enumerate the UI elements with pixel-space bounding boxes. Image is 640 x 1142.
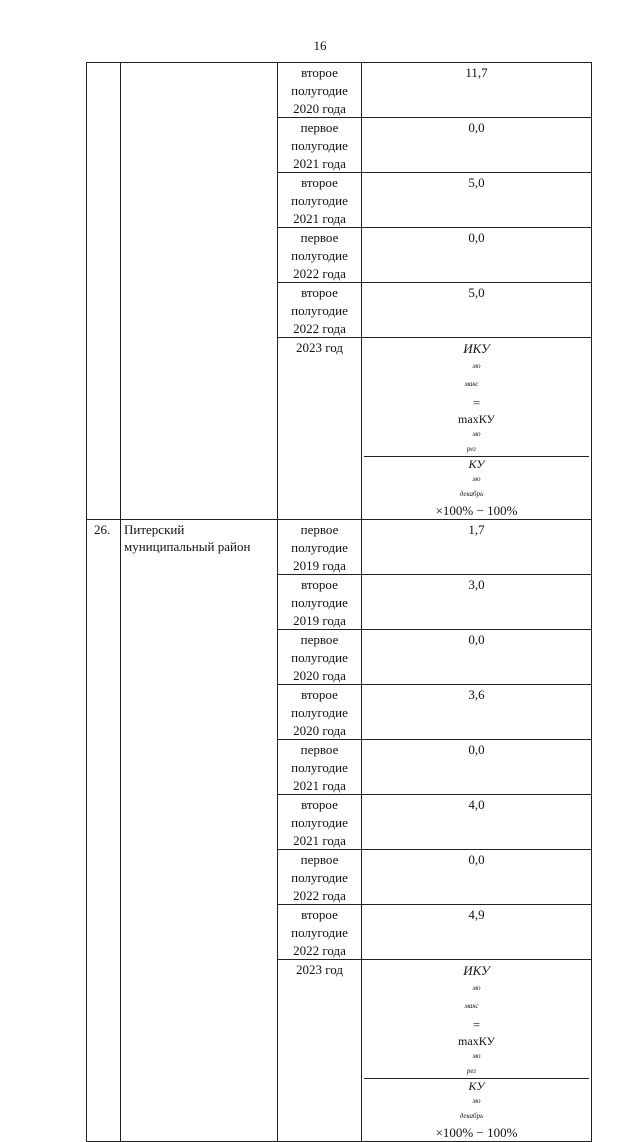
formula-denominator: КУ мо декабрь xyxy=(364,1079,589,1123)
item-number: 26. xyxy=(87,520,121,1142)
formula-fraction xyxy=(364,411,589,501)
value-cell xyxy=(362,850,592,905)
period-line: 2020 года xyxy=(293,668,346,683)
period-line: 2022 года xyxy=(293,266,346,281)
value-cell xyxy=(362,795,592,850)
formula-lhs: ИКУ xyxy=(463,341,490,356)
formula-tail: ×100% − 100% xyxy=(435,503,518,518)
formula-eq: = xyxy=(472,1017,481,1032)
formula-tail: ×100% − 100% xyxy=(435,1125,518,1140)
value-cell xyxy=(362,630,592,685)
period-line: полугодие xyxy=(291,595,348,610)
table-row xyxy=(87,520,592,575)
period-cell xyxy=(278,118,362,173)
period-cell xyxy=(278,63,362,118)
formula-lhs: ИКУ xyxy=(463,963,490,978)
period-cell xyxy=(278,228,362,283)
municipality-name: Питерский муниципальный район xyxy=(121,520,278,1142)
formula-numerator: maxКУ мо рег xyxy=(364,1034,589,1079)
value: 5,0 xyxy=(468,285,485,300)
period-cell xyxy=(278,740,362,795)
formula-den-sup: мо xyxy=(472,1097,481,1105)
period-line: первое xyxy=(300,120,339,135)
formula-cell xyxy=(362,960,592,1142)
period-line: 2021 года xyxy=(293,833,346,848)
period-line: 2021 года xyxy=(293,778,346,793)
period-line: полугодие xyxy=(291,138,348,153)
formula-den-sup: мо xyxy=(472,475,481,483)
period-line: 2022 года xyxy=(293,943,346,958)
period-line: 2020 года xyxy=(293,723,346,738)
period-cell xyxy=(278,905,362,960)
formula-num-sup: мо xyxy=(472,430,481,438)
value: 3,0 xyxy=(468,577,485,592)
value: 4,9 xyxy=(468,907,485,922)
period-cell xyxy=(278,795,362,850)
period-cell xyxy=(278,520,362,575)
formula-lhs-sub: макс xyxy=(464,380,479,388)
page-number: 16 xyxy=(313,38,327,53)
formula-lhs-sup: мо xyxy=(472,984,481,992)
period-line: полугодие xyxy=(291,303,348,318)
period-line: полугодие xyxy=(291,193,348,208)
formula-num-sub: рег xyxy=(466,1067,477,1075)
period-line: полугодие xyxy=(291,760,348,775)
period-line: 2021 года xyxy=(293,156,346,171)
period-line: первое xyxy=(300,742,339,757)
empty-number-cell xyxy=(87,63,121,520)
value: 0,0 xyxy=(468,120,485,135)
tariff-table xyxy=(86,62,592,1142)
formula-cell xyxy=(362,338,592,520)
formula xyxy=(362,338,591,519)
period-line: первое xyxy=(300,632,339,647)
period-line: второе xyxy=(301,907,338,922)
formula-lhs-sup: мо xyxy=(472,362,481,370)
value-cell xyxy=(362,228,592,283)
formula-denominator: КУ мо декабрь xyxy=(364,457,589,501)
value: 0,0 xyxy=(468,230,485,245)
formula-num-sub: рег xyxy=(466,445,477,453)
period-line: 2023 год xyxy=(296,962,343,977)
period-cell xyxy=(278,630,362,685)
value-cell xyxy=(362,905,592,960)
period-line: полугодие xyxy=(291,540,348,555)
period-line: 2023 год xyxy=(296,340,343,355)
period-line: 2019 года xyxy=(293,613,346,628)
period-line: полугодие xyxy=(291,925,348,940)
formula-fraction xyxy=(364,1033,589,1123)
period-cell xyxy=(278,850,362,905)
period-line: второе xyxy=(301,285,338,300)
value-cell xyxy=(362,173,592,228)
period-line: 2022 года xyxy=(293,888,346,903)
period-cell xyxy=(278,685,362,740)
period-line: полугодие xyxy=(291,870,348,885)
table-row xyxy=(87,63,592,118)
value-cell xyxy=(362,740,592,795)
value: 4,0 xyxy=(468,797,485,812)
formula-den-sub: декабрь xyxy=(459,490,484,498)
formula-den-sub: декабрь xyxy=(459,1112,484,1120)
period-line: полугодие xyxy=(291,248,348,263)
period-line: полугодие xyxy=(291,705,348,720)
period-line: первое xyxy=(300,852,339,867)
period-line: 2022 года xyxy=(293,321,346,336)
value-cell xyxy=(362,118,592,173)
period-line: второе xyxy=(301,687,338,702)
period-line: второе xyxy=(301,65,338,80)
period-line: второе xyxy=(301,577,338,592)
value: 1,7 xyxy=(468,522,485,537)
value-cell xyxy=(362,575,592,630)
period-cell xyxy=(278,960,362,1142)
period-line: 2021 года xyxy=(293,211,346,226)
value: 0,0 xyxy=(468,742,485,757)
value-cell xyxy=(362,685,592,740)
value: 11,7 xyxy=(465,65,488,80)
formula-num-sup: мо xyxy=(472,1052,481,1060)
period-line: второе xyxy=(301,175,338,190)
value: 0,0 xyxy=(468,632,485,647)
formula xyxy=(362,960,591,1141)
period-line: полугодие xyxy=(291,650,348,665)
value: 5,0 xyxy=(468,175,485,190)
formula-eq: = xyxy=(472,395,481,410)
period-line: 2019 года xyxy=(293,558,346,573)
value-cell xyxy=(362,63,592,118)
period-line: 2020 года xyxy=(293,101,346,116)
period-cell xyxy=(278,283,362,338)
period-cell xyxy=(278,173,362,228)
period-line: второе xyxy=(301,797,338,812)
period-line: полугодие xyxy=(291,815,348,830)
period-line: первое xyxy=(300,522,339,537)
period-cell xyxy=(278,338,362,520)
period-line: полугодие xyxy=(291,83,348,98)
period-cell xyxy=(278,575,362,630)
value: 0,0 xyxy=(468,852,485,867)
period-line: первое xyxy=(300,230,339,245)
formula-numerator: maxКУ мо рег xyxy=(364,412,589,457)
value: 3,6 xyxy=(468,687,485,702)
value-cell xyxy=(362,283,592,338)
formula-lhs-sub: макс xyxy=(464,1002,479,1010)
value-cell xyxy=(362,520,592,575)
empty-name-cell xyxy=(121,63,278,520)
